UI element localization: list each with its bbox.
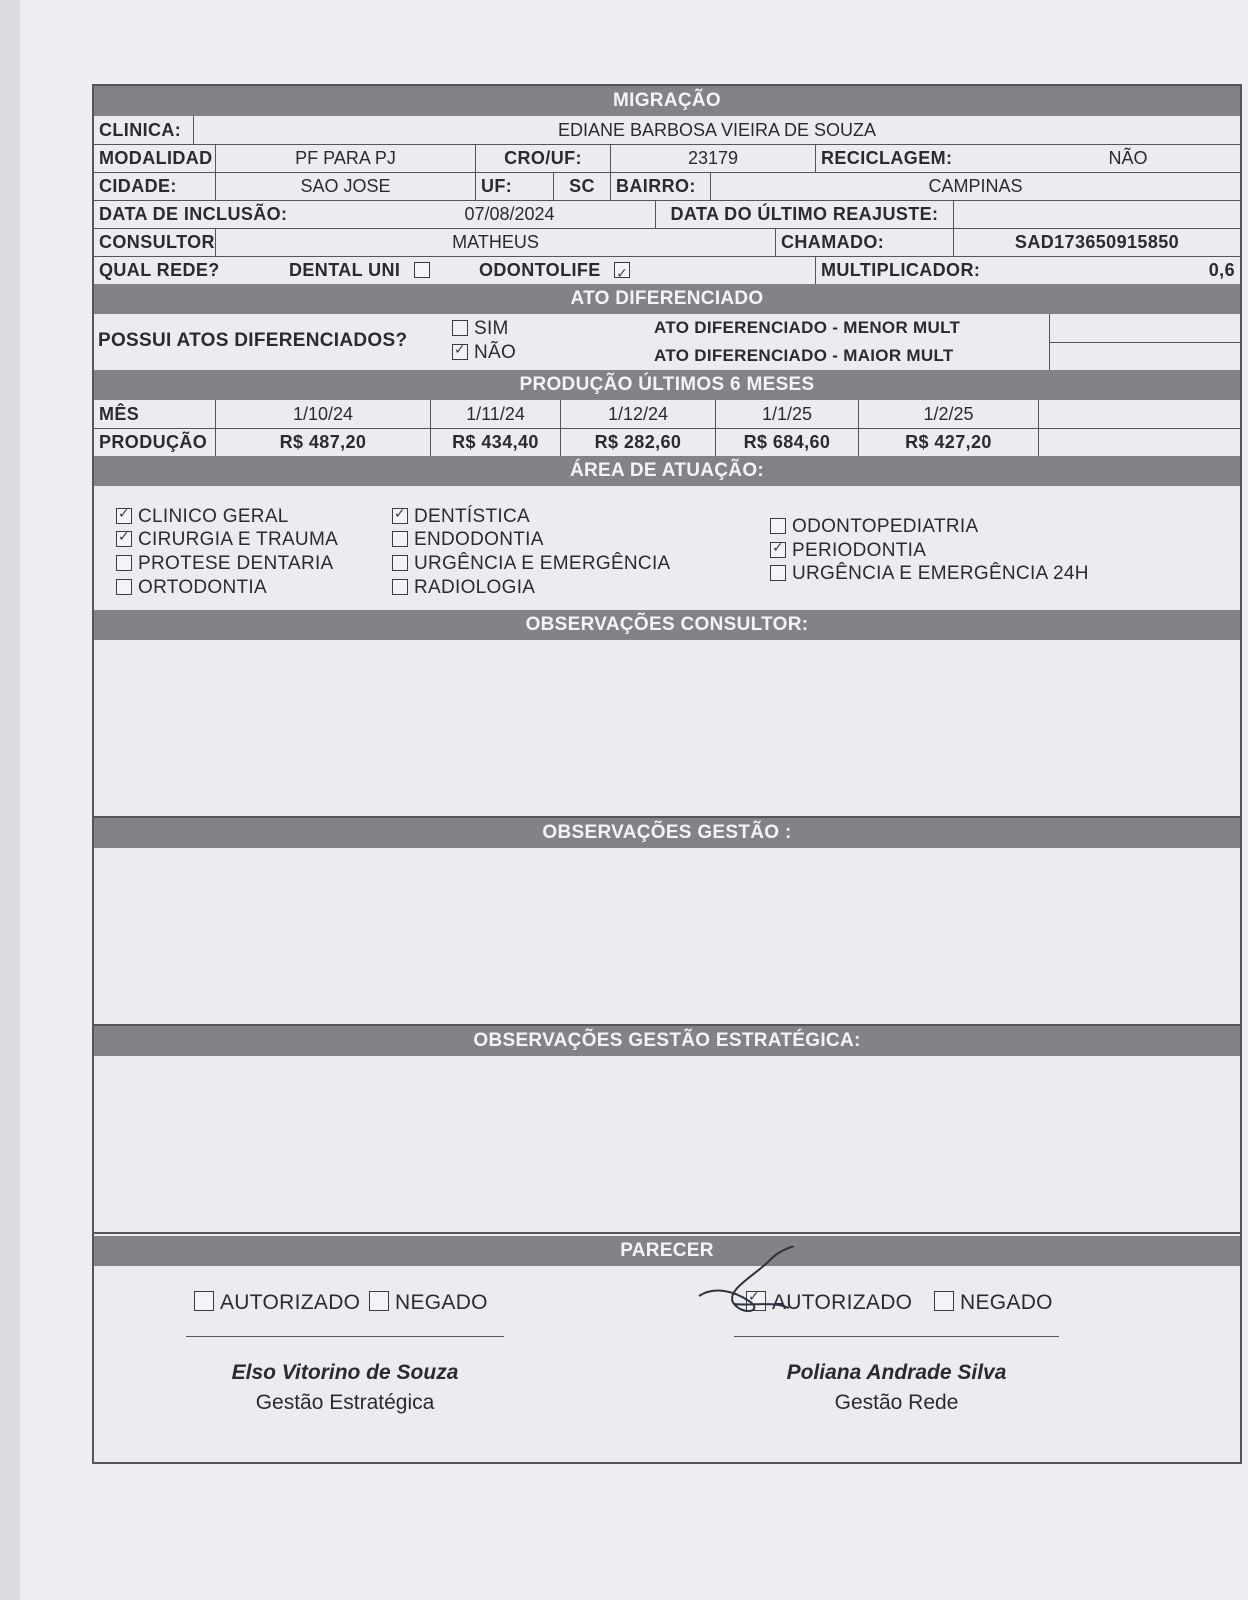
checkbox-empty-icon[interactable] xyxy=(369,1291,389,1311)
checkbox-empty-icon[interactable] xyxy=(452,320,468,336)
area-item-label: URGÊNCIA E EMERGÊNCIA 24H xyxy=(792,563,1089,584)
parecer-option-label: NEGADO xyxy=(960,1291,1053,1314)
signature-line-right xyxy=(734,1336,1059,1337)
ato-option-sim[interactable] xyxy=(452,318,509,340)
rede-label: QUAL REDE? xyxy=(99,260,220,280)
checkbox-empty-icon[interactable] xyxy=(392,555,408,571)
mes-cell: 1/12/24 xyxy=(561,400,716,428)
consultor-label: CONSULTOR xyxy=(94,228,216,256)
parecer-header: PARECER xyxy=(94,1236,1240,1266)
signer-name-right: Poliana Andrade Silva xyxy=(786,1361,1007,1384)
area-item-label: URGÊNCIA E EMERGÊNCIA xyxy=(414,553,671,574)
uf-label: UF: xyxy=(476,172,554,200)
ato-option-label: SIM xyxy=(474,318,509,339)
area-item-label: PROTESE DENTARIA xyxy=(138,553,334,574)
producao-cell: R$ 427,20 xyxy=(859,428,1039,456)
obs-estrategica-area[interactable] xyxy=(94,1056,1240,1234)
multiplicador-label: MULTIPLICADOR: xyxy=(821,260,981,280)
paper-sheet xyxy=(20,0,1248,1600)
chamado-value[interactable]: SAD173650915850 xyxy=(1014,232,1180,252)
producao-valor-row xyxy=(94,428,1240,456)
migration-form xyxy=(92,84,1242,1464)
checkbox-checked-icon[interactable] xyxy=(116,508,132,524)
parecer-option-label: NEGADO xyxy=(395,1291,488,1314)
area-item-urgencia-24h[interactable] xyxy=(770,563,1089,585)
data-reajuste-label: DATA DO ÚLTIMO REAJUSTE: xyxy=(656,200,954,228)
producao-header: PRODUÇÃO ÚLTIMOS 6 MESES xyxy=(94,370,1240,400)
checkbox-checked-icon[interactable] xyxy=(392,508,408,524)
area-section xyxy=(94,486,1240,606)
rede-option-dental-uni[interactable] xyxy=(284,256,454,284)
area-item-dentistica[interactable] xyxy=(392,506,530,528)
area-item-label: CLINICO GERAL xyxy=(138,506,289,527)
area-item-odontopediatria[interactable] xyxy=(770,516,978,538)
signer-role-left: Gestão Estratégica xyxy=(255,1391,435,1414)
producao-cell: R$ 487,20 xyxy=(216,428,431,456)
area-item-cirurgia[interactable] xyxy=(116,529,338,551)
obs-consultor-area[interactable] xyxy=(94,640,1240,818)
checkbox-empty-icon[interactable] xyxy=(116,579,132,595)
checkbox-empty-icon[interactable] xyxy=(934,1291,954,1311)
ato-menor-label: ATO DIFERENCIADO - MENOR MULT xyxy=(654,318,961,337)
checkbox-empty-icon[interactable] xyxy=(194,1291,214,1311)
mes-cell: 1/10/24 xyxy=(216,400,431,428)
checkbox-empty-icon[interactable] xyxy=(392,579,408,595)
signer-name-left: Elso Vitorino de Souza xyxy=(231,1361,459,1384)
rede-option-label: ODONTOLIFE xyxy=(479,260,601,280)
row-consultor xyxy=(94,228,1240,257)
ato-option-nao[interactable] xyxy=(452,342,516,364)
consultor-value[interactable]: MATHEUS xyxy=(216,228,776,256)
ato-menor-value[interactable] xyxy=(1049,314,1240,343)
cro-value[interactable]: 23179 xyxy=(611,144,816,172)
ato-maior-value[interactable] xyxy=(1049,342,1240,370)
modalidade-value[interactable]: PF PARA PJ xyxy=(216,144,476,172)
area-item-clinico-geral[interactable] xyxy=(116,506,289,528)
rede-option-odontolife[interactable] xyxy=(474,256,816,284)
parecer-option-label: AUTORIZADO xyxy=(772,1291,913,1314)
signature-scribble-icon xyxy=(694,1246,824,1326)
producao-cell: R$ 434,40 xyxy=(431,428,561,456)
obs-gestao-area[interactable] xyxy=(94,848,1240,1026)
area-item-periodontia[interactable] xyxy=(770,540,926,562)
reciclagem-value[interactable]: NÃO xyxy=(1108,148,1148,168)
cro-label: CRO/UF: xyxy=(476,144,611,172)
checkbox-checked-icon[interactable] xyxy=(452,344,468,360)
ato-diferenciado-section xyxy=(94,314,1240,370)
area-item-label: ORTODONTIA xyxy=(138,577,267,598)
data-inclusao-label: DATA DE INCLUSÃO: xyxy=(99,204,288,224)
obs-estrategica-header: OBSERVAÇÕES GESTÃO ESTRATÉGICA: xyxy=(94,1026,1240,1056)
reciclagem-label: RECICLAGEM: xyxy=(821,148,953,168)
checkbox-empty-icon[interactable] xyxy=(414,262,430,278)
cidade-label: CIDADE: xyxy=(94,172,216,200)
area-item-radiologia[interactable] xyxy=(392,577,535,599)
clinica-label: CLINICA: xyxy=(94,116,194,144)
modalidade-label: MODALIDAD xyxy=(94,144,216,172)
bairro-value[interactable]: CAMPINAS xyxy=(928,176,1023,196)
row-clinica xyxy=(94,116,1240,145)
area-item-ortodontia[interactable] xyxy=(116,577,267,599)
parecer-left-negado[interactable] xyxy=(369,1291,488,1315)
mes-cell: 1/1/25 xyxy=(716,400,859,428)
cidade-value[interactable]: SAO JOSE xyxy=(216,172,476,200)
area-item-protese[interactable] xyxy=(116,553,334,575)
parecer-left-autorizado[interactable] xyxy=(194,1291,360,1315)
obs-consultor-header: OBSERVAÇÕES CONSULTOR: xyxy=(94,610,1240,640)
area-item-label: PERIODONTIA xyxy=(792,540,927,561)
ato-question: POSSUI ATOS DIFERENCIADOS? xyxy=(98,330,408,351)
area-header: ÁREA DE ATUAÇÃO: xyxy=(94,456,1240,486)
mes-cell: 1/11/24 xyxy=(431,400,561,428)
checkbox-checked-icon[interactable] xyxy=(614,262,630,278)
row-modalidade xyxy=(94,144,1240,173)
rede-option-label: DENTAL UNI xyxy=(289,260,401,280)
row-rede xyxy=(94,256,1240,284)
data-reajuste-value[interactable] xyxy=(954,200,1240,228)
producao-label: PRODUÇÃO xyxy=(94,428,216,456)
checkbox-empty-icon[interactable] xyxy=(116,555,132,571)
area-item-label: CIRURGIA E TRAUMA xyxy=(138,529,339,550)
area-item-label: RADIOLOGIA xyxy=(414,577,536,598)
area-item-urgencia[interactable] xyxy=(392,553,671,575)
checkbox-empty-icon[interactable] xyxy=(770,565,786,581)
area-item-label: ENDODONTIA xyxy=(414,529,544,550)
parecer-option-label: AUTORIZADO xyxy=(220,1291,361,1314)
signer-role-right: Gestão Rede xyxy=(834,1391,959,1414)
mes-cell xyxy=(1039,400,1240,428)
ato-maior-label: ATO DIFERENCIADO - MAIOR MULT xyxy=(654,346,954,365)
form-title: MIGRAÇÃO xyxy=(94,86,1240,116)
signature-line-left xyxy=(186,1336,504,1337)
checkbox-empty-icon[interactable] xyxy=(392,531,408,547)
ato-diferenciado-header: ATO DIFERENCIADO xyxy=(94,284,1240,314)
uf-value[interactable]: SC xyxy=(554,172,611,200)
checkbox-checked-icon[interactable] xyxy=(116,531,132,547)
mes-label: MÊS xyxy=(94,400,216,428)
producao-cell: R$ 684,60 xyxy=(716,428,859,456)
multiplicador-value[interactable]: 0,6 xyxy=(1208,260,1235,280)
producao-cell xyxy=(1039,428,1240,456)
parecer-right-negado[interactable] xyxy=(934,1291,1053,1315)
obs-gestao-header: OBSERVAÇÕES GESTÃO : xyxy=(94,818,1240,848)
data-inclusao-value[interactable]: 07/08/2024 xyxy=(364,200,656,228)
checkbox-checked-icon[interactable] xyxy=(770,542,786,558)
clinica-value[interactable]: EDIANE BARBOSA VIEIRA DE SOUZA xyxy=(557,120,877,140)
ato-option-label: NÃO xyxy=(474,342,517,363)
area-item-label: ODONTOPEDIATRIA xyxy=(792,516,979,537)
producao-mes-row xyxy=(94,400,1240,429)
chamado-label: CHAMADO: xyxy=(776,228,954,256)
area-item-endodontia[interactable] xyxy=(392,529,544,551)
producao-cell: R$ 282,60 xyxy=(561,428,716,456)
area-item-label: DENTÍSTICA xyxy=(414,506,530,527)
row-cidade xyxy=(94,172,1240,201)
checkbox-empty-icon[interactable] xyxy=(770,518,786,534)
bairro-label: BAIRRO: xyxy=(611,172,711,200)
row-datas xyxy=(94,200,1240,229)
mes-cell: 1/2/25 xyxy=(859,400,1039,428)
